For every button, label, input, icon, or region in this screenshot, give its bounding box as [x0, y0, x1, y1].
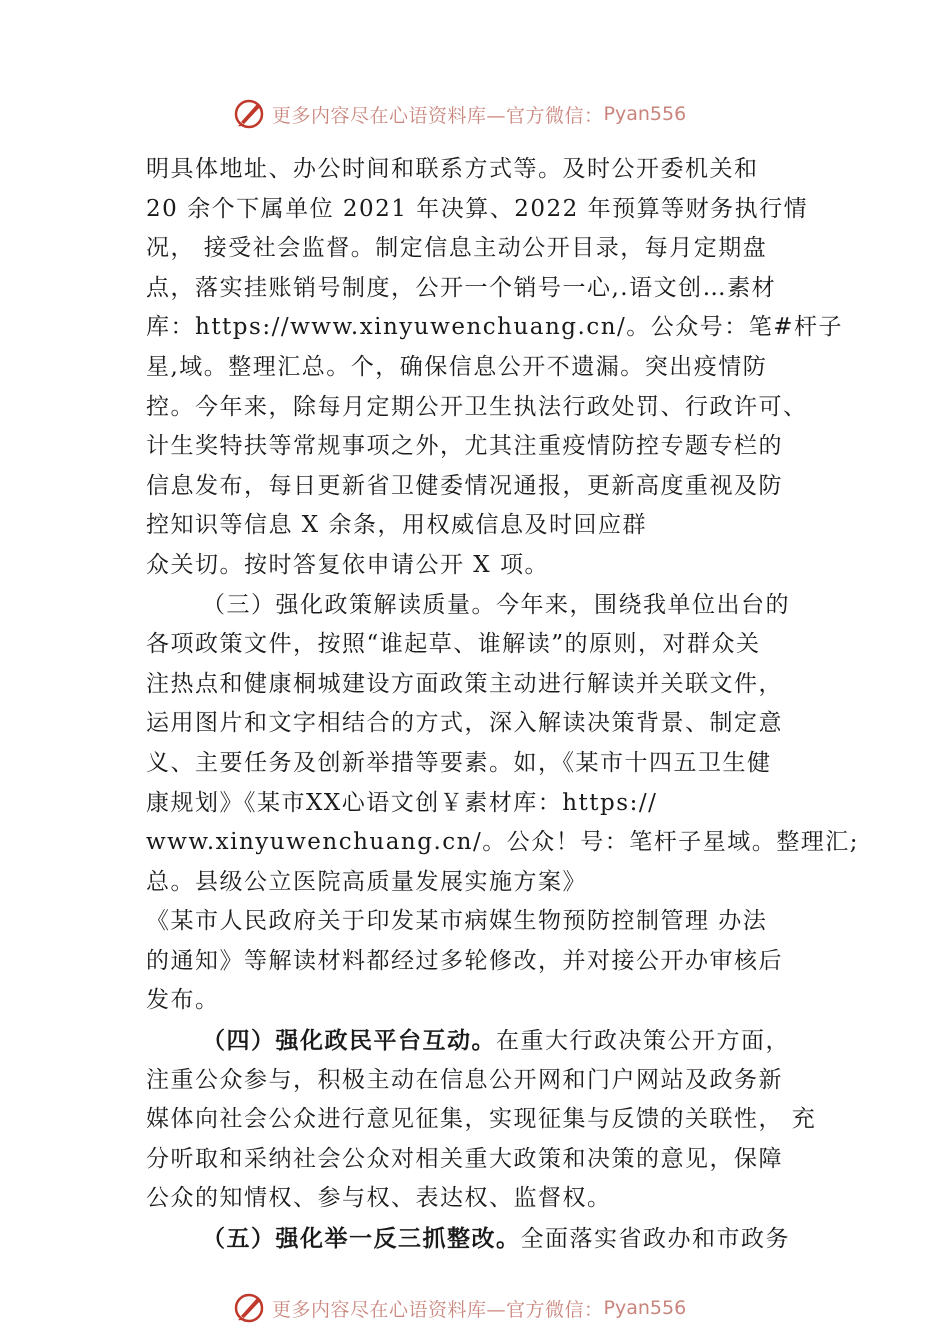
body-line: 分听取和采纳社会公众对相关重大政策和决策的意见，保障	[146, 1145, 783, 1172]
body-line: 注重公众参与，积极主动在信息公开网和门户网站及政务新	[146, 1066, 783, 1093]
body-line: 注热点和健康桐城建设方面政策主动进行解读并关联文件，	[146, 670, 783, 697]
section-5-line	[146, 1219, 826, 1259]
section-5-lead: 全面落实省政办和市政务	[520, 1226, 790, 1253]
body-line: 况， 接受社会监督。制定信息主动公开目录，每月定期盘	[146, 235, 768, 262]
section-4-lead: 在重大行政决策公开方面，	[496, 1028, 790, 1055]
brush-logo-icon	[232, 1290, 268, 1326]
section-5-heading: （五）强化举一反三抓整改。	[202, 1225, 521, 1253]
body-line: 20 余个下属单位 2021 年决算、2022 年预算等财务执行情	[146, 195, 809, 222]
brush-logo-icon	[232, 96, 268, 132]
section-4-heading: （四）强化政民平台互动。	[202, 1027, 496, 1055]
watermark-wechat-id: Pyan556	[603, 1297, 687, 1319]
body-line: 公众的知情权、参与权、表达权、监督权。	[146, 1185, 612, 1212]
body-line: 媒体向社会公众进行意见征集，实现征集与反馈的关联性， 充	[146, 1106, 817, 1133]
body-line: 总。县级公立医院高质量发展实施方案》	[146, 868, 587, 895]
body-line: 计生奖特扶等常规事项之外，尤其注重疫情防控专题专栏的	[146, 433, 783, 460]
watermark-text: 更多内容尽在心语资料库—官方微信：	[272, 104, 604, 127]
body-line: 明具体地址、办公时间和联系方式等。及时公开委机关和	[146, 156, 759, 182]
body-line: 信息发布，每日更新省卫健委情况通报，更新高度重视及防	[146, 472, 783, 499]
body-line: 控。今年来，除每月定期公开卫生执法行政处罚、行政许可、	[146, 393, 808, 420]
body-line: 康规划》《某市XX心语文创￥素材库：https://	[146, 789, 658, 816]
header-watermark	[232, 96, 686, 132]
body-line: 控知识等信息 X 余条，用权威信息及时回应群	[146, 512, 647, 539]
document-body	[146, 150, 859, 1259]
body-line: 运用图片和文字相结合的方式，深入解读决策背景、制定意	[146, 710, 783, 737]
body-line: 的通知》等解读材料都经过多轮修改，并对接公开办审核后	[146, 947, 783, 974]
body-line: 发布。	[146, 987, 220, 1014]
body-line: 众关切。按时答复依申请公开 X 项。	[146, 551, 549, 578]
body-line: www.xinyuwenchuang.cn/。公众！号：笔杆子星域。整理汇;	[146, 829, 859, 856]
body-line: 义、主要任务及创新举措等要素。如，《某市十四五卫生健	[146, 749, 772, 776]
body-line: 各项政策文件，按照“谁起草、谁解读”的原则，对群众关	[146, 631, 761, 658]
watermark-text: 更多内容尽在心语资料库—官方微信：	[272, 1298, 604, 1321]
body-line: 《某市人民政府关于印发某市病媒生物预防控制管理 办法	[146, 908, 768, 935]
body-line: 库：https://www.xinyuwenchuang.cn/。公众号：笔#杆子	[146, 314, 844, 341]
body-line: 星,域。整理汇总。个，确保信息公开不遗漏。突出疫情防	[146, 353, 768, 380]
footer-watermark	[232, 1290, 686, 1326]
body-line: 点，落实挂账销号制度，公开一个销号一心,.语文创…素材	[146, 274, 777, 301]
watermark-wechat-id: Pyan556	[603, 103, 687, 125]
section-3-heading-line: （三）强化政策解读质量。今年来，围绕我单位出台的	[202, 591, 790, 618]
section-4-line	[146, 1021, 826, 1061]
